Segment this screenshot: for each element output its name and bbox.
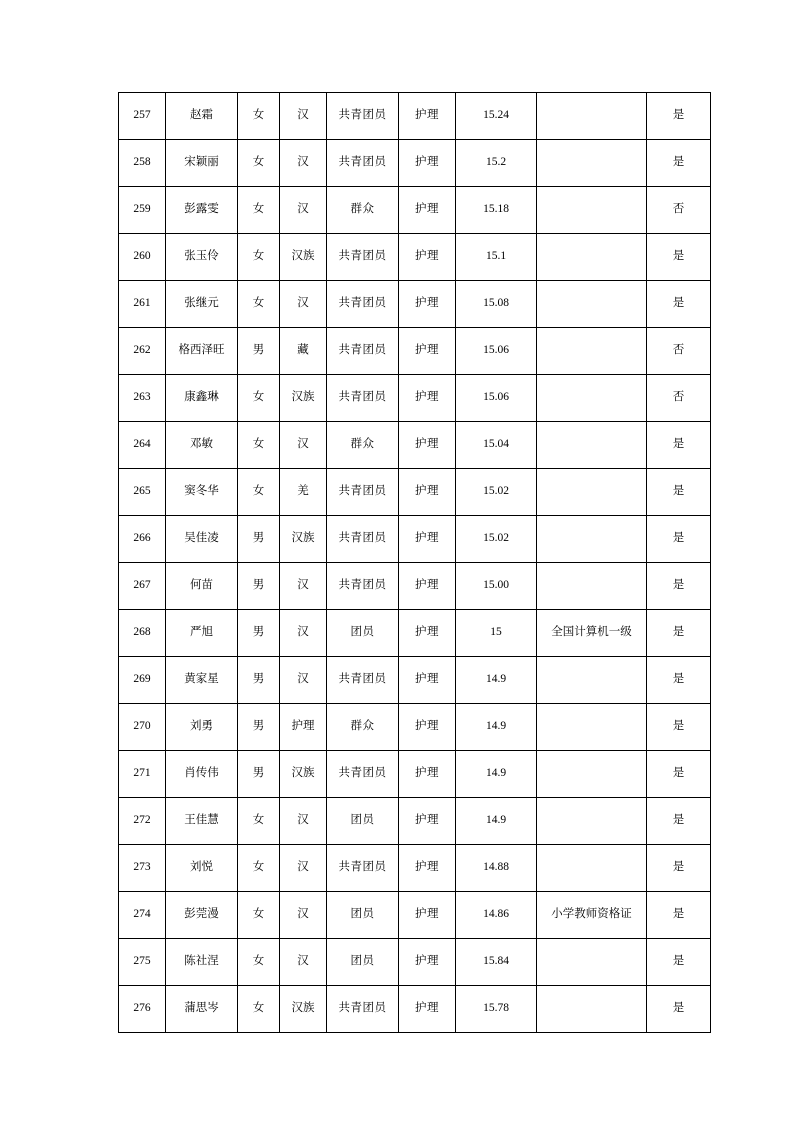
cell-major: 护理 (399, 93, 456, 140)
cell-certificate (537, 939, 647, 986)
cell-ethnicity: 藏 (280, 328, 327, 375)
cell-political-status: 团员 (327, 892, 399, 939)
cell-name: 刘勇 (166, 704, 238, 751)
cell-certificate (537, 563, 647, 610)
cell-gender: 女 (238, 281, 280, 328)
cell-certificate (537, 751, 647, 798)
cell-pass: 是 (647, 422, 711, 469)
cell-ethnicity: 汉 (280, 93, 327, 140)
table-row (119, 469, 711, 516)
cell-pass: 是 (647, 657, 711, 704)
cell-pass: 是 (647, 845, 711, 892)
cell-ethnicity: 汉族 (280, 986, 327, 1033)
cell-name: 赵霜 (166, 93, 238, 140)
cell-score: 15 (456, 610, 537, 657)
cell-major: 护理 (399, 798, 456, 845)
cell-sequence: 272 (119, 798, 166, 845)
table-row (119, 93, 711, 140)
cell-major: 护理 (399, 845, 456, 892)
cell-certificate (537, 140, 647, 187)
cell-score: 14.9 (456, 751, 537, 798)
cell-name: 康鑫琳 (166, 375, 238, 422)
cell-ethnicity: 汉族 (280, 516, 327, 563)
cell-gender: 女 (238, 375, 280, 422)
cell-major: 护理 (399, 939, 456, 986)
cell-political-status: 共青团员 (327, 657, 399, 704)
cell-gender: 女 (238, 140, 280, 187)
table-row (119, 281, 711, 328)
cell-name: 肖传伟 (166, 751, 238, 798)
cell-political-status: 共青团员 (327, 986, 399, 1033)
cell-certificate (537, 234, 647, 281)
cell-political-status: 共青团员 (327, 140, 399, 187)
table-row (119, 187, 711, 234)
cell-pass: 否 (647, 187, 711, 234)
cell-name: 何苗 (166, 563, 238, 610)
cell-major: 护理 (399, 187, 456, 234)
cell-sequence: 266 (119, 516, 166, 563)
cell-major: 护理 (399, 986, 456, 1033)
cell-sequence: 276 (119, 986, 166, 1033)
cell-name: 宋颖丽 (166, 140, 238, 187)
cell-name: 格西泽旺 (166, 328, 238, 375)
cell-major: 护理 (399, 422, 456, 469)
cell-major: 护理 (399, 469, 456, 516)
cell-political-status: 共青团员 (327, 751, 399, 798)
cell-ethnicity: 汉 (280, 798, 327, 845)
cell-political-status: 共青团员 (327, 845, 399, 892)
cell-sequence: 265 (119, 469, 166, 516)
cell-gender: 女 (238, 234, 280, 281)
cell-pass: 否 (647, 375, 711, 422)
cell-ethnicity: 汉 (280, 281, 327, 328)
cell-name: 彭露雯 (166, 187, 238, 234)
cell-pass: 是 (647, 751, 711, 798)
cell-ethnicity: 汉族 (280, 375, 327, 422)
cell-pass: 是 (647, 986, 711, 1033)
cell-ethnicity: 汉族 (280, 234, 327, 281)
cell-name: 张玉伶 (166, 234, 238, 281)
cell-name: 陈社涅 (166, 939, 238, 986)
table-row (119, 939, 711, 986)
cell-political-status: 团员 (327, 610, 399, 657)
cell-certificate (537, 93, 647, 140)
cell-name: 彭莞漫 (166, 892, 238, 939)
cell-major: 护理 (399, 328, 456, 375)
cell-score: 15.04 (456, 422, 537, 469)
cell-score: 15.78 (456, 986, 537, 1033)
cell-score: 15.84 (456, 939, 537, 986)
cell-pass: 是 (647, 93, 711, 140)
cell-political-status: 共青团员 (327, 469, 399, 516)
cell-gender: 男 (238, 704, 280, 751)
cell-ethnicity: 羌 (280, 469, 327, 516)
cell-political-status: 群众 (327, 704, 399, 751)
cell-name: 王佳慧 (166, 798, 238, 845)
cell-major: 护理 (399, 657, 456, 704)
cell-ethnicity: 护理 (280, 704, 327, 751)
cell-certificate (537, 281, 647, 328)
cell-political-status: 共青团员 (327, 328, 399, 375)
cell-pass: 是 (647, 469, 711, 516)
table-row (119, 845, 711, 892)
cell-score: 14.9 (456, 704, 537, 751)
table-row (119, 798, 711, 845)
cell-score: 14.9 (456, 798, 537, 845)
cell-sequence: 275 (119, 939, 166, 986)
cell-pass: 否 (647, 328, 711, 375)
cell-political-status: 群众 (327, 422, 399, 469)
table-row (119, 704, 711, 751)
cell-gender: 女 (238, 93, 280, 140)
table-row (119, 892, 711, 939)
cell-sequence: 258 (119, 140, 166, 187)
cell-score: 15.02 (456, 516, 537, 563)
table-row (119, 140, 711, 187)
cell-score: 15.18 (456, 187, 537, 234)
cell-name: 张继元 (166, 281, 238, 328)
cell-major: 护理 (399, 751, 456, 798)
cell-political-status: 共青团员 (327, 375, 399, 422)
cell-major: 护理 (399, 516, 456, 563)
cell-major: 护理 (399, 234, 456, 281)
table-row (119, 563, 711, 610)
cell-major: 护理 (399, 704, 456, 751)
cell-political-status: 共青团员 (327, 234, 399, 281)
roster-table (118, 92, 711, 1033)
cell-sequence: 271 (119, 751, 166, 798)
cell-ethnicity: 汉 (280, 422, 327, 469)
cell-score: 15.1 (456, 234, 537, 281)
cell-name: 邓敏 (166, 422, 238, 469)
cell-certificate (537, 328, 647, 375)
cell-gender: 女 (238, 939, 280, 986)
cell-pass: 是 (647, 140, 711, 187)
table-row (119, 516, 711, 563)
cell-pass: 是 (647, 234, 711, 281)
table-row (119, 986, 711, 1033)
table-row (119, 328, 711, 375)
cell-certificate (537, 187, 647, 234)
cell-political-status: 共青团员 (327, 516, 399, 563)
cell-gender: 男 (238, 657, 280, 704)
cell-political-status: 共青团员 (327, 563, 399, 610)
cell-pass: 是 (647, 610, 711, 657)
cell-sequence: 261 (119, 281, 166, 328)
cell-certificate (537, 845, 647, 892)
roster-table-container (118, 92, 710, 1033)
cell-name: 严旭 (166, 610, 238, 657)
cell-pass: 是 (647, 281, 711, 328)
cell-gender: 女 (238, 798, 280, 845)
cell-political-status: 共青团员 (327, 93, 399, 140)
cell-sequence: 269 (119, 657, 166, 704)
cell-pass: 是 (647, 563, 711, 610)
cell-score: 14.86 (456, 892, 537, 939)
cell-gender: 女 (238, 986, 280, 1033)
cell-name: 窦冬华 (166, 469, 238, 516)
table-row (119, 375, 711, 422)
cell-gender: 女 (238, 469, 280, 516)
cell-name: 蒲思岑 (166, 986, 238, 1033)
cell-score: 15.00 (456, 563, 537, 610)
cell-ethnicity: 汉 (280, 187, 327, 234)
cell-gender: 男 (238, 516, 280, 563)
cell-name: 吴佳凌 (166, 516, 238, 563)
cell-ethnicity: 汉族 (280, 751, 327, 798)
cell-score: 14.88 (456, 845, 537, 892)
cell-ethnicity: 汉 (280, 657, 327, 704)
cell-sequence: 264 (119, 422, 166, 469)
cell-score: 15.24 (456, 93, 537, 140)
cell-major: 护理 (399, 140, 456, 187)
cell-name: 黄家星 (166, 657, 238, 704)
cell-sequence: 262 (119, 328, 166, 375)
cell-ethnicity: 汉 (280, 939, 327, 986)
cell-ethnicity: 汉 (280, 563, 327, 610)
cell-sequence: 259 (119, 187, 166, 234)
cell-certificate (537, 986, 647, 1033)
cell-certificate (537, 516, 647, 563)
table-row (119, 422, 711, 469)
cell-major: 护理 (399, 610, 456, 657)
cell-sequence: 257 (119, 93, 166, 140)
cell-political-status: 共青团员 (327, 281, 399, 328)
cell-score: 15.08 (456, 281, 537, 328)
table-row (119, 610, 711, 657)
cell-ethnicity: 汉 (280, 610, 327, 657)
table-row (119, 751, 711, 798)
cell-major: 护理 (399, 563, 456, 610)
cell-score: 15.02 (456, 469, 537, 516)
cell-major: 护理 (399, 375, 456, 422)
cell-certificate: 小学教师资格证 (537, 892, 647, 939)
cell-gender: 男 (238, 563, 280, 610)
cell-sequence: 274 (119, 892, 166, 939)
cell-gender: 男 (238, 610, 280, 657)
cell-pass: 是 (647, 892, 711, 939)
roster-table-body (119, 93, 711, 1033)
cell-gender: 女 (238, 187, 280, 234)
cell-pass: 是 (647, 516, 711, 563)
cell-gender: 女 (238, 422, 280, 469)
cell-score: 15.06 (456, 375, 537, 422)
cell-certificate (537, 469, 647, 516)
cell-score: 14.9 (456, 657, 537, 704)
cell-major: 护理 (399, 892, 456, 939)
table-row (119, 234, 711, 281)
cell-political-status: 团员 (327, 939, 399, 986)
table-row (119, 657, 711, 704)
cell-sequence: 260 (119, 234, 166, 281)
cell-certificate (537, 657, 647, 704)
cell-gender: 女 (238, 892, 280, 939)
cell-ethnicity: 汉 (280, 845, 327, 892)
cell-major: 护理 (399, 281, 456, 328)
cell-sequence: 263 (119, 375, 166, 422)
cell-certificate (537, 798, 647, 845)
cell-certificate (537, 375, 647, 422)
cell-gender: 男 (238, 751, 280, 798)
cell-certificate: 全国计算机一级 (537, 610, 647, 657)
cell-sequence: 267 (119, 563, 166, 610)
cell-sequence: 270 (119, 704, 166, 751)
cell-pass: 是 (647, 704, 711, 751)
cell-pass: 是 (647, 939, 711, 986)
cell-score: 15.06 (456, 328, 537, 375)
cell-political-status: 团员 (327, 798, 399, 845)
cell-sequence: 268 (119, 610, 166, 657)
cell-score: 15.2 (456, 140, 537, 187)
cell-gender: 男 (238, 328, 280, 375)
cell-sequence: 273 (119, 845, 166, 892)
cell-certificate (537, 422, 647, 469)
cell-ethnicity: 汉 (280, 892, 327, 939)
cell-gender: 女 (238, 845, 280, 892)
cell-name: 刘悦 (166, 845, 238, 892)
cell-political-status: 群众 (327, 187, 399, 234)
cell-ethnicity: 汉 (280, 140, 327, 187)
cell-certificate (537, 704, 647, 751)
cell-pass: 是 (647, 798, 711, 845)
